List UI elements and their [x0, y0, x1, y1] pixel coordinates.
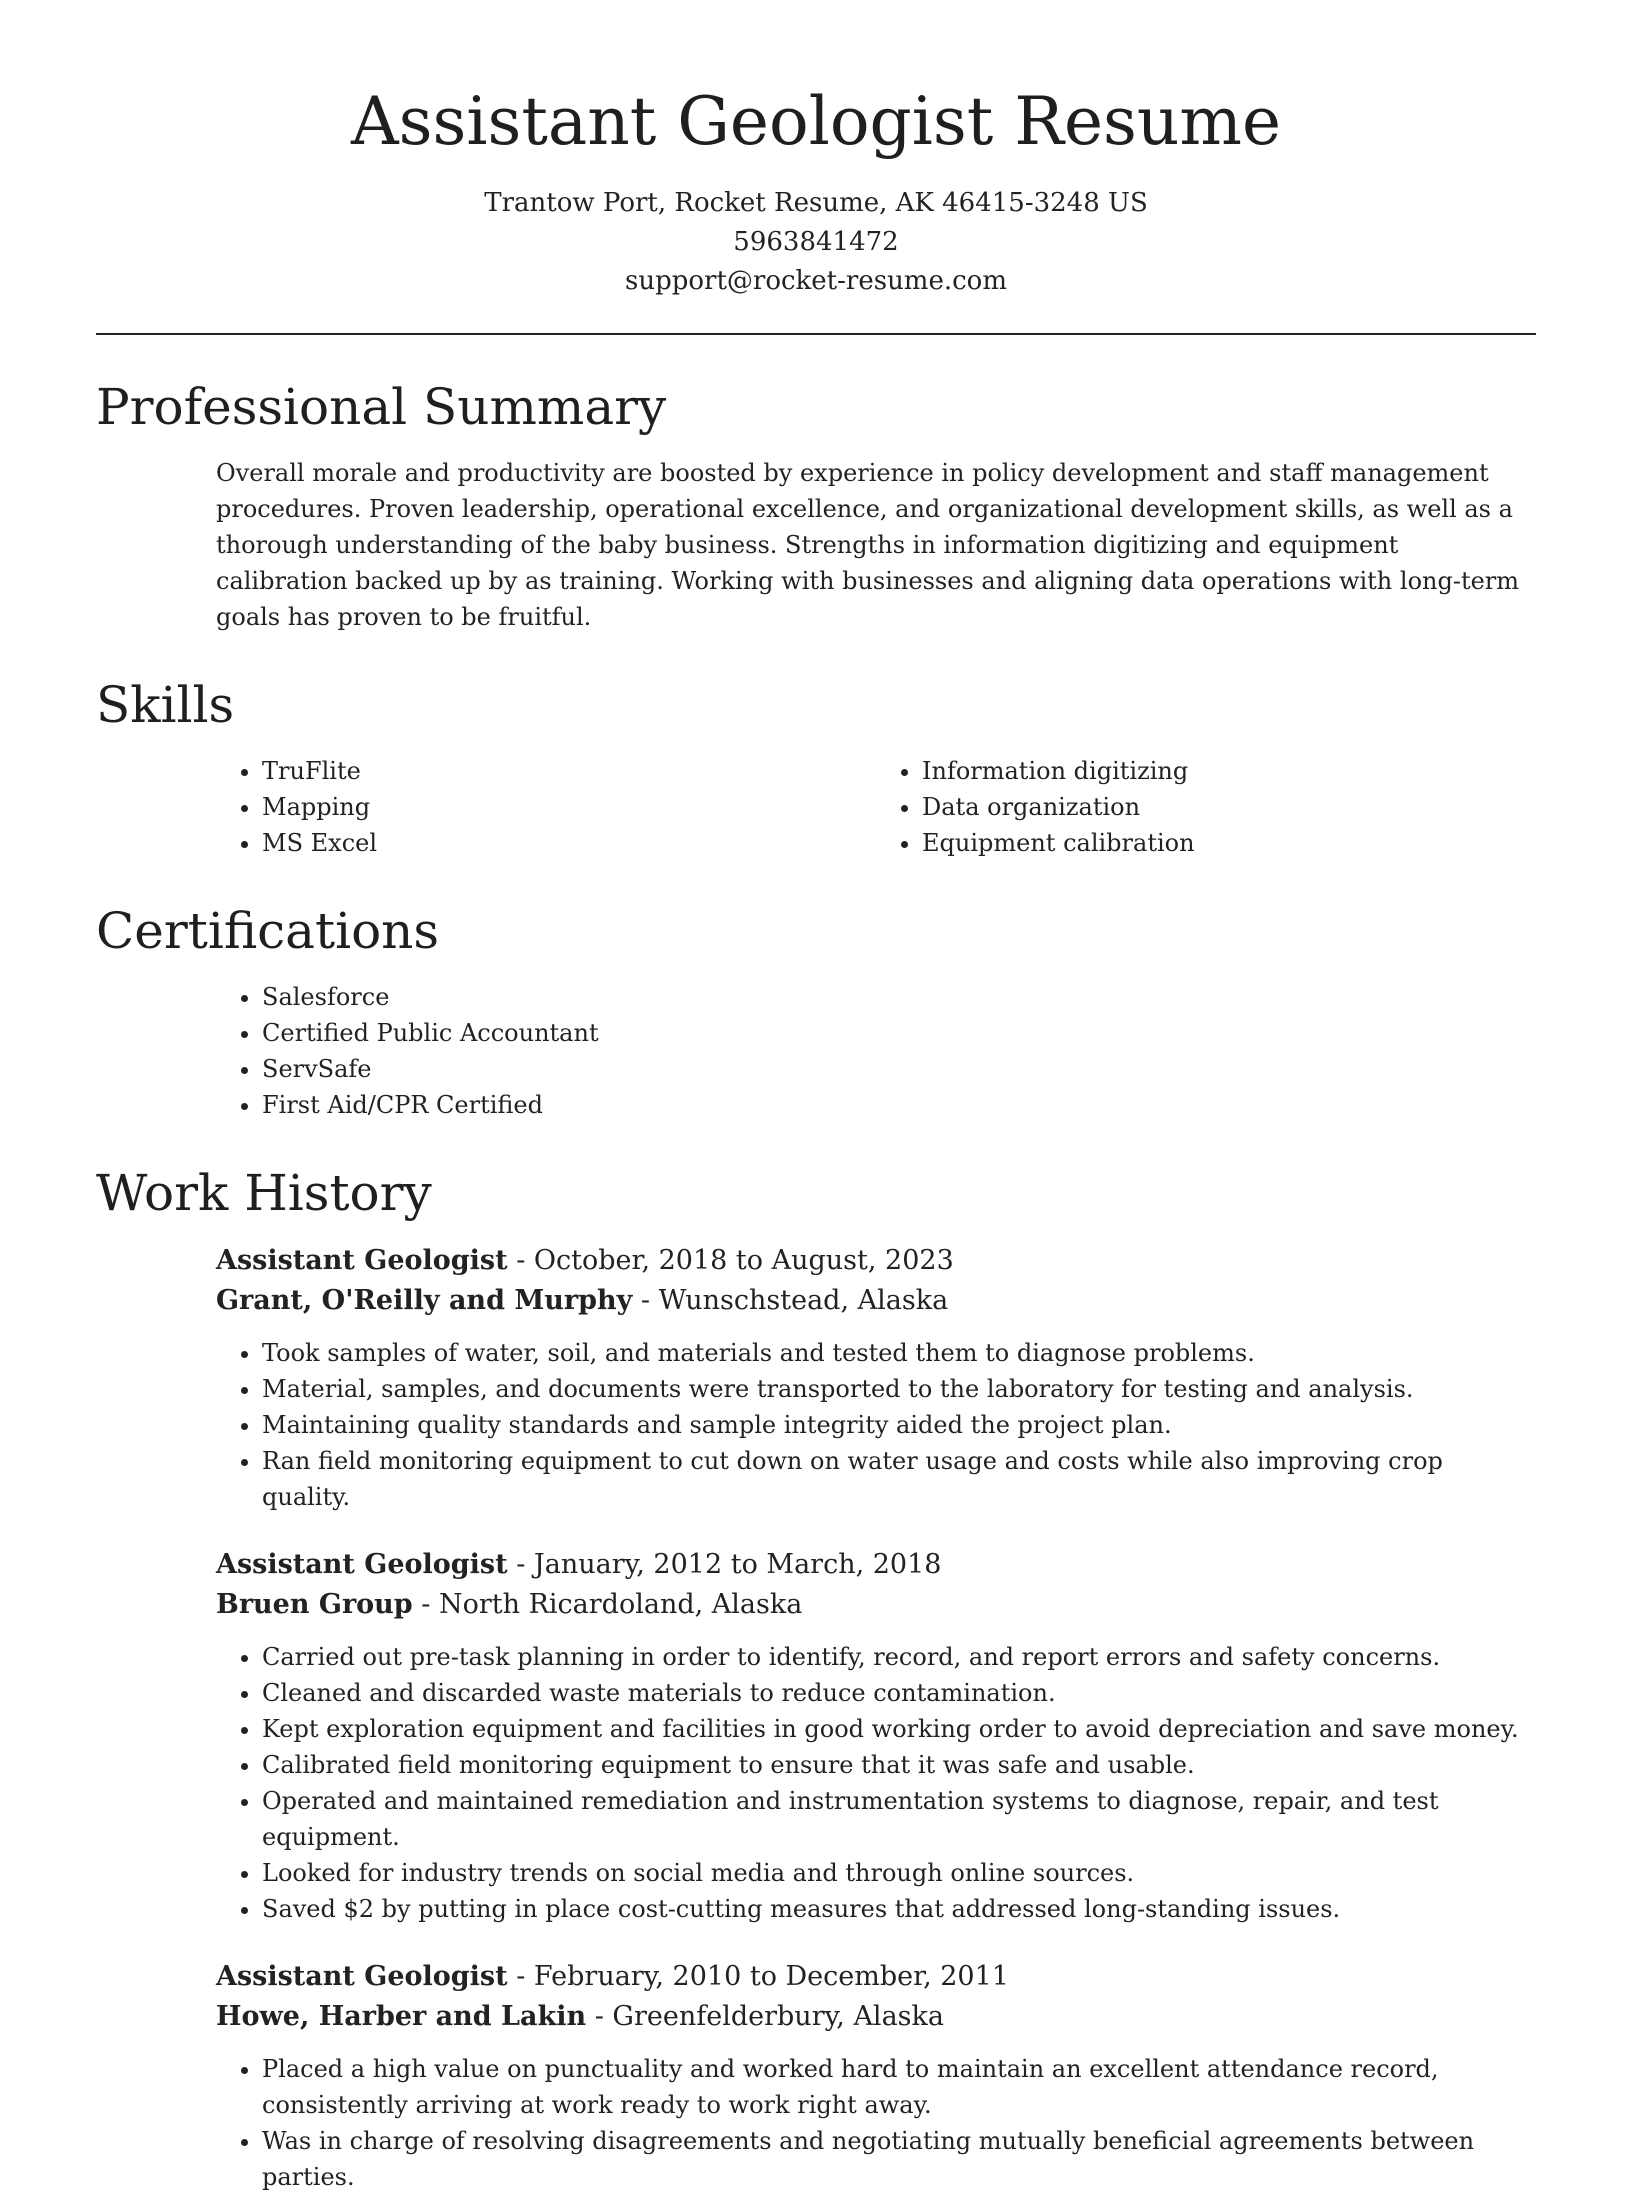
skill-item: • MS Excel [262, 825, 876, 861]
skill-item: • Information digitizing [922, 753, 1536, 789]
work-history-section [96, 1163, 1536, 2195]
work-history-body [96, 1241, 1536, 2195]
job-bullet: • Looked for industry trends on social media and through online sources. [262, 1855, 1536, 1891]
job-bullet: • Ran field monitoring equipment to cut down on water usage and costs while also improving crop quality. [262, 1443, 1536, 1515]
skills-heading: Skills [96, 675, 235, 734]
job-company: Howe, Harber and Lakin [216, 2000, 587, 2032]
job-company-line [216, 1997, 1536, 2037]
job-company: Bruen Group [216, 1588, 413, 1620]
job-bullets [216, 1639, 1536, 1927]
skills-section [96, 675, 1536, 861]
job-company-line [216, 1281, 1536, 1321]
job-location: - Greenfelderbury, Alaska [586, 2000, 944, 2032]
resume-title: Assistant Geologist Resume [350, 83, 1282, 160]
job-bullet: • Saved $2 by putting in place cost-cutting measures that addressed long-standing issues. [262, 1891, 1536, 1927]
contact-address: Trantow Port, Rocket Resume, AK 46415-3248 US [484, 187, 1148, 218]
skills-grid [96, 753, 1536, 861]
contact-email: support@rocket-resume.com [624, 265, 1007, 296]
skill-item: • Equipment calibration [922, 825, 1536, 861]
job-bullet: • Took samples of water, soil, and materials and tested them to diagnose problems. [262, 1335, 1536, 1371]
skill-item: • TruFlite [262, 753, 876, 789]
job-location: - Wunschstead, Alaska [632, 1284, 949, 1316]
skill-item: • Data organization [922, 789, 1536, 825]
certification-item: • Certified Public Accountant [262, 1015, 1536, 1051]
job-location: - North Ricardoland, Alaska [412, 1588, 803, 1620]
certification-item: • Salesforce [262, 979, 1536, 1015]
job-bullet: • Carried out pre-task planning in order to identify, record, and report errors and safety concerns. [262, 1639, 1536, 1675]
job-company: Grant, O'Reilly and Murphy [216, 1284, 633, 1316]
summary-heading: Professional Summary [96, 377, 667, 436]
job-bullets [216, 2051, 1536, 2195]
job-title-line [216, 1241, 1536, 1281]
resume-header [96, 0, 1536, 301]
job-title: Assistant Geologist [216, 1548, 508, 1580]
certification-item: • First Aid/CPR Certified [262, 1087, 1536, 1123]
job-bullet: • Cleaned and discarded waste materials to reduce contamination. [262, 1675, 1536, 1711]
contact-phone: 5963841472 [733, 226, 899, 257]
job-title: Assistant Geologist [216, 1960, 508, 1992]
job-company-line [216, 1585, 1536, 1625]
job-entry [216, 1545, 1536, 1927]
job-bullet: • Kept exploration equipment and facilities in good working order to avoid depreciation and save money. [262, 1711, 1536, 1747]
job-entry [216, 1957, 1536, 2195]
job-dates: - February, 2010 to December, 2011 [507, 1960, 1009, 1992]
summary-text: Overall morale and productivity are boosted by experience in policy development and staff management procedures. Proven leadership, operational excellence, and organizational development skills, as well as a thorough understanding of the baby business. Strengths in information digitizing and equipment calibration backed up by as training. Working with businesses and aligning data operations with long-term goals has proven to be fruitful. [216, 458, 1520, 631]
job-bullet: • Was in charge of resolving disagreements and negotiating mutually beneficial agreements between parties. [262, 2123, 1536, 2195]
job-bullet: • Material, samples, and documents were transported to the laboratory for testing and analysis. [262, 1371, 1536, 1407]
certifications-body [96, 979, 1536, 1123]
skills-list-left [216, 753, 876, 861]
job-title-line [216, 1545, 1536, 1585]
certifications-list [216, 979, 1536, 1123]
job-bullets [216, 1335, 1536, 1515]
job-bullet: • Operated and maintained remediation and instrumentation systems to diagnose, repair, and test equipment. [262, 1783, 1536, 1855]
job-dates: - January, 2012 to March, 2018 [507, 1548, 942, 1580]
header-divider [96, 333, 1536, 335]
certification-item: • ServSafe [262, 1051, 1536, 1087]
skill-item: • Mapping [262, 789, 876, 825]
job-title: Assistant Geologist [216, 1244, 508, 1276]
job-dates: - October, 2018 to August, 2023 [507, 1244, 954, 1276]
contact-block [96, 184, 1536, 301]
job-title-line [216, 1957, 1536, 1997]
job-bullet: • Maintaining quality standards and sample integrity aided the project plan. [262, 1407, 1536, 1443]
skills-list-right [876, 753, 1536, 861]
job-bullet: • Calibrated field monitoring equipment to ensure that it was safe and usable. [262, 1747, 1536, 1783]
certifications-heading: Certifications [96, 901, 440, 960]
summary-section [96, 377, 1536, 635]
work-history-heading: Work History [96, 1163, 432, 1222]
certifications-section [96, 901, 1536, 1123]
job-bullet: • Placed a high value on punctuality and worked hard to maintain an excellent attendance record, consistently arriving at work ready to work right away. [262, 2051, 1536, 2123]
job-entry [216, 1241, 1536, 1515]
